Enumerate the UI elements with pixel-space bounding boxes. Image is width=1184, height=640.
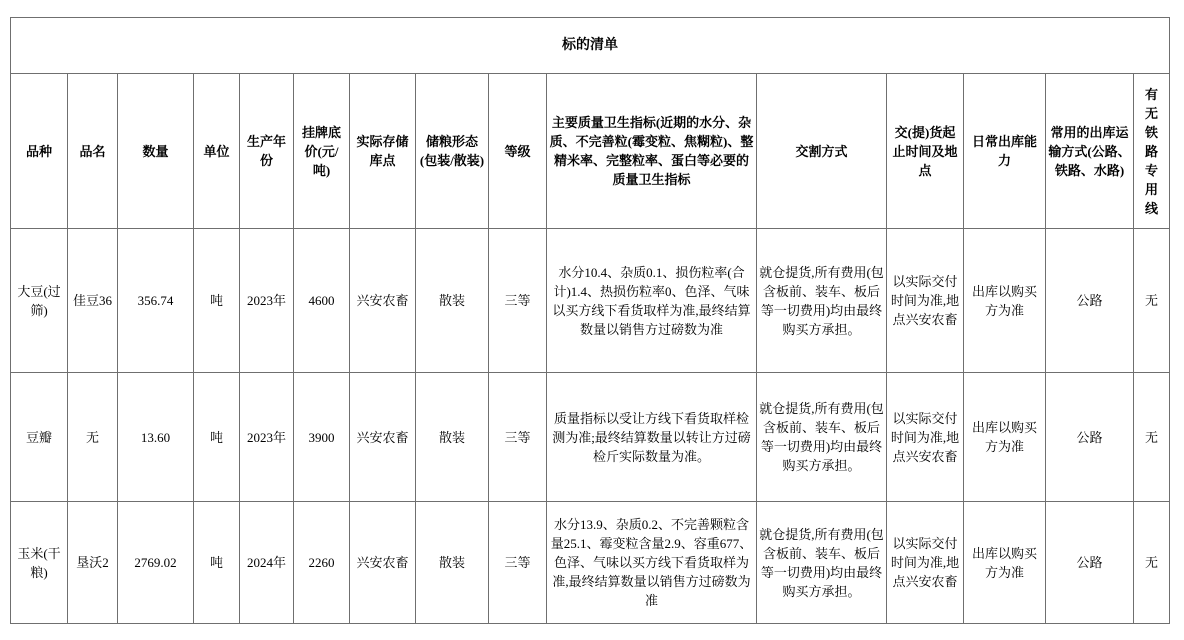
col-header-product-name: 品名 <box>68 74 118 229</box>
cell-variety: 豆瓣 <box>11 373 68 502</box>
cell-grade: 三等 <box>489 502 547 624</box>
title-row <box>11 18 1170 74</box>
col-header-railway-line-text: 有无铁路专用线 <box>1145 86 1159 216</box>
col-header-quantity: 数量 <box>118 74 194 229</box>
cell-grain-form: 散装 <box>416 229 489 373</box>
cell-railway-line: 无 <box>1134 373 1170 502</box>
cell-unit: 吨 <box>194 373 240 502</box>
cell-production-year: 2023年 <box>240 229 294 373</box>
col-header-base-price: 挂牌底价(元/吨) <box>294 74 350 229</box>
col-header-grade: 等级 <box>489 74 547 229</box>
cell-delivery-method: 就仓提货,所有费用(包含板前、装车、板后等一切费用)均由最终购买方承担。 <box>757 229 887 373</box>
cell-product-name: 垦沃2 <box>68 502 118 624</box>
cell-delivery-method: 就仓提货,所有费用(包含板前、装车、板后等一切费用)均由最终购买方承担。 <box>757 502 887 624</box>
cell-storage-location: 兴安农畜 <box>350 502 416 624</box>
cell-quantity: 2769.02 <box>118 502 194 624</box>
cell-railway-line: 无 <box>1134 502 1170 624</box>
table-row <box>11 502 1170 624</box>
cell-delivery-method: 就仓提货,所有费用(包含板前、装车、板后等一切费用)均由最终购买方承担。 <box>757 373 887 502</box>
cell-base-price: 3900 <box>294 373 350 502</box>
cell-unit: 吨 <box>194 229 240 373</box>
cell-base-price: 2260 <box>294 502 350 624</box>
cell-grain-form: 散装 <box>416 502 489 624</box>
cell-grade: 三等 <box>489 373 547 502</box>
cell-product-name: 佳豆36 <box>68 229 118 373</box>
cell-quality-indicators: 水分10.4、杂质0.1、损伤粒率(合计)1.4、热损伤粒率0、色泽、气味以买方线下看货取样为准,最终结算数量以销售方过磅数为准 <box>547 229 757 373</box>
col-header-quality-indicators: 主要质量卫生指标(近期的水分、杂质、不完善粒(霉变粒、焦糊粒)、整精米率、完整粒率、蛋白等必要的质量卫生指标 <box>547 74 757 229</box>
header-row <box>11 74 1170 229</box>
cell-pickup-time-place: 以实际交付时间为准,地点兴安农畜 <box>887 229 964 373</box>
col-header-storage-location: 实际存储库点 <box>350 74 416 229</box>
cell-quantity: 13.60 <box>118 373 194 502</box>
cell-outbound-capacity: 出库以购买方为准 <box>964 502 1046 624</box>
cell-quality-indicators: 质量指标以受让方线下看货取样检测为准;最终结算数量以转让方过磅检斤实际数量为准。 <box>547 373 757 502</box>
cell-quantity: 356.74 <box>118 229 194 373</box>
col-header-variety: 品种 <box>11 74 68 229</box>
cell-pickup-time-place: 以实际交付时间为准,地点兴安农畜 <box>887 502 964 624</box>
col-header-production-year: 生产年份 <box>240 74 294 229</box>
cell-grain-form: 散装 <box>416 373 489 502</box>
cell-grade: 三等 <box>489 229 547 373</box>
col-header-railway-line <box>1134 74 1170 229</box>
cell-unit: 吨 <box>194 502 240 624</box>
listing-table <box>10 17 1170 624</box>
cell-base-price: 4600 <box>294 229 350 373</box>
cell-storage-location: 兴安农畜 <box>350 229 416 373</box>
table-row <box>11 373 1170 502</box>
cell-railway-line: 无 <box>1134 229 1170 373</box>
cell-transport-mode: 公路 <box>1046 373 1134 502</box>
cell-variety: 玉米(干粮) <box>11 502 68 624</box>
col-header-transport-mode: 常用的出库运输方式(公路、铁路、水路) <box>1046 74 1134 229</box>
cell-transport-mode: 公路 <box>1046 502 1134 624</box>
cell-storage-location: 兴安农畜 <box>350 373 416 502</box>
cell-production-year: 2023年 <box>240 373 294 502</box>
table-title: 标的清单 <box>11 18 1170 74</box>
cell-quality-indicators: 水分13.9、杂质0.2、不完善颗粒含量25.1、霉变粒含量2.9、容重677、色泽、气味以买方线下看货取样为准,最终结算数量以销售方过磅数为准 <box>547 502 757 624</box>
cell-outbound-capacity: 出库以购买方为准 <box>964 229 1046 373</box>
col-header-unit: 单位 <box>194 74 240 229</box>
cell-outbound-capacity: 出库以购买方为准 <box>964 373 1046 502</box>
col-header-pickup-time-place: 交(提)货起止时间及地点 <box>887 74 964 229</box>
cell-pickup-time-place: 以实际交付时间为准,地点兴安农畜 <box>887 373 964 502</box>
cell-transport-mode: 公路 <box>1046 229 1134 373</box>
cell-production-year: 2024年 <box>240 502 294 624</box>
col-header-grain-form: 储粮形态(包装/散装) <box>416 74 489 229</box>
col-header-outbound-capacity: 日常出库能力 <box>964 74 1046 229</box>
table-row <box>11 229 1170 373</box>
col-header-delivery-method: 交割方式 <box>757 74 887 229</box>
cell-product-name: 无 <box>68 373 118 502</box>
cell-variety: 大豆(过筛) <box>11 229 68 373</box>
